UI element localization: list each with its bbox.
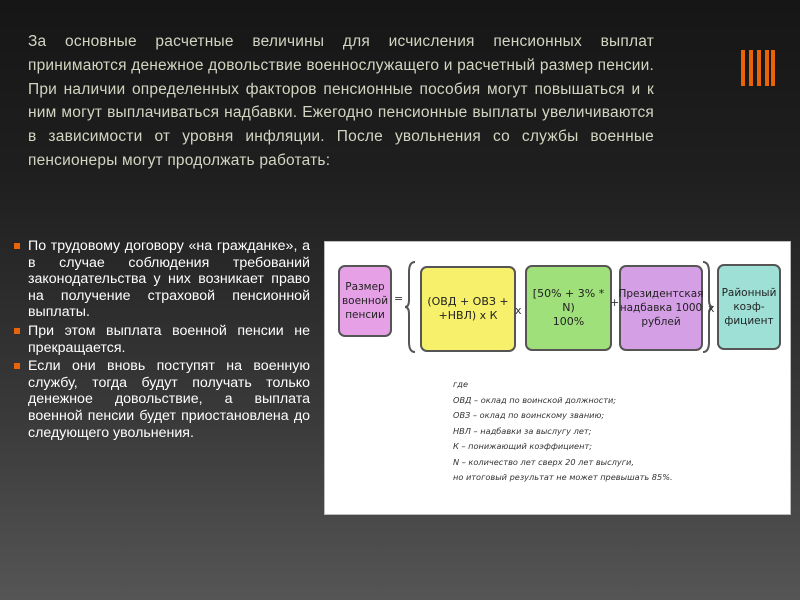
formula-legend: где ОВД – оклад по воинской должности; ОВЗ – оклад по воинскому званию; НВЛ – надбавки за выслугу лет; К – понижающий коэффициент; N – количество лет сверх 20 лет выслуги, но итоговый результат не может превышать 85%. <box>453 379 673 482</box>
salary-components-label: (ОВД + ОВЗ + +НВЛ) х К <box>427 295 509 322</box>
accent-bar <box>771 50 775 86</box>
bullet-list <box>14 238 310 443</box>
pension-formula-image <box>324 241 791 515</box>
accent-bar <box>757 50 761 86</box>
bullet-item <box>14 358 310 441</box>
bullet-marker-icon <box>14 243 20 249</box>
equals-sign: = <box>394 292 404 305</box>
accent-bar <box>749 50 753 86</box>
pension-size-label: Размер военной пенсии <box>341 281 389 321</box>
service-percent-label: [50% + 3% * N) 100% <box>532 287 605 328</box>
salary-components-box <box>420 266 516 352</box>
bullet-marker-icon <box>14 363 20 369</box>
multiply-sign: x <box>515 304 522 317</box>
service-percent-box <box>525 265 612 351</box>
plus-sign: + <box>610 296 620 309</box>
open-brace-icon <box>405 260 417 354</box>
presidential-bonus-label: Президентская надбавка 1000 рублей <box>618 288 704 328</box>
multiply-sign: x <box>708 302 715 315</box>
bullet-text: Если они вновь поступят на военную службу, тогда будут получать только денежное довольствие, а выплата военной пенсии будет приостановлена до следующего увольнения. <box>28 358 310 441</box>
bullet-text: По трудовому договору «на гражданке», а в случае соблюдения требований законодательства у них возникает право на получение страховой пенсионной выплаты. <box>28 238 310 321</box>
bullet-item <box>14 238 310 321</box>
accent-bar <box>741 50 745 86</box>
accent-bar <box>765 50 769 86</box>
regional-coefficient-label: Районный коэф- фициент <box>721 287 777 327</box>
pension-size-box <box>338 265 392 337</box>
bullet-text: При этом выплата военной пенсии не прекращается. <box>28 322 310 356</box>
regional-coefficient-box <box>717 264 781 350</box>
presidential-bonus-box <box>619 265 703 351</box>
accent-decoration <box>741 50 775 86</box>
intro-paragraph: За основные расчетные величины для исчисления пенсионных выплат принимаются денежное довольствие военнослужащего и расчетный размер пенсии. При наличии определенных факторов пенсионные пособия могут повышаться и к ним могут выплачиваться надбавки. Ежегодно пенсионные выплаты увеличиваются в зависимости от уровня инфляции. После увольнения со службы военные пенсионеры могут продолжать работать: <box>28 33 655 169</box>
bullet-item <box>14 323 310 356</box>
bullet-marker-icon <box>14 328 20 334</box>
